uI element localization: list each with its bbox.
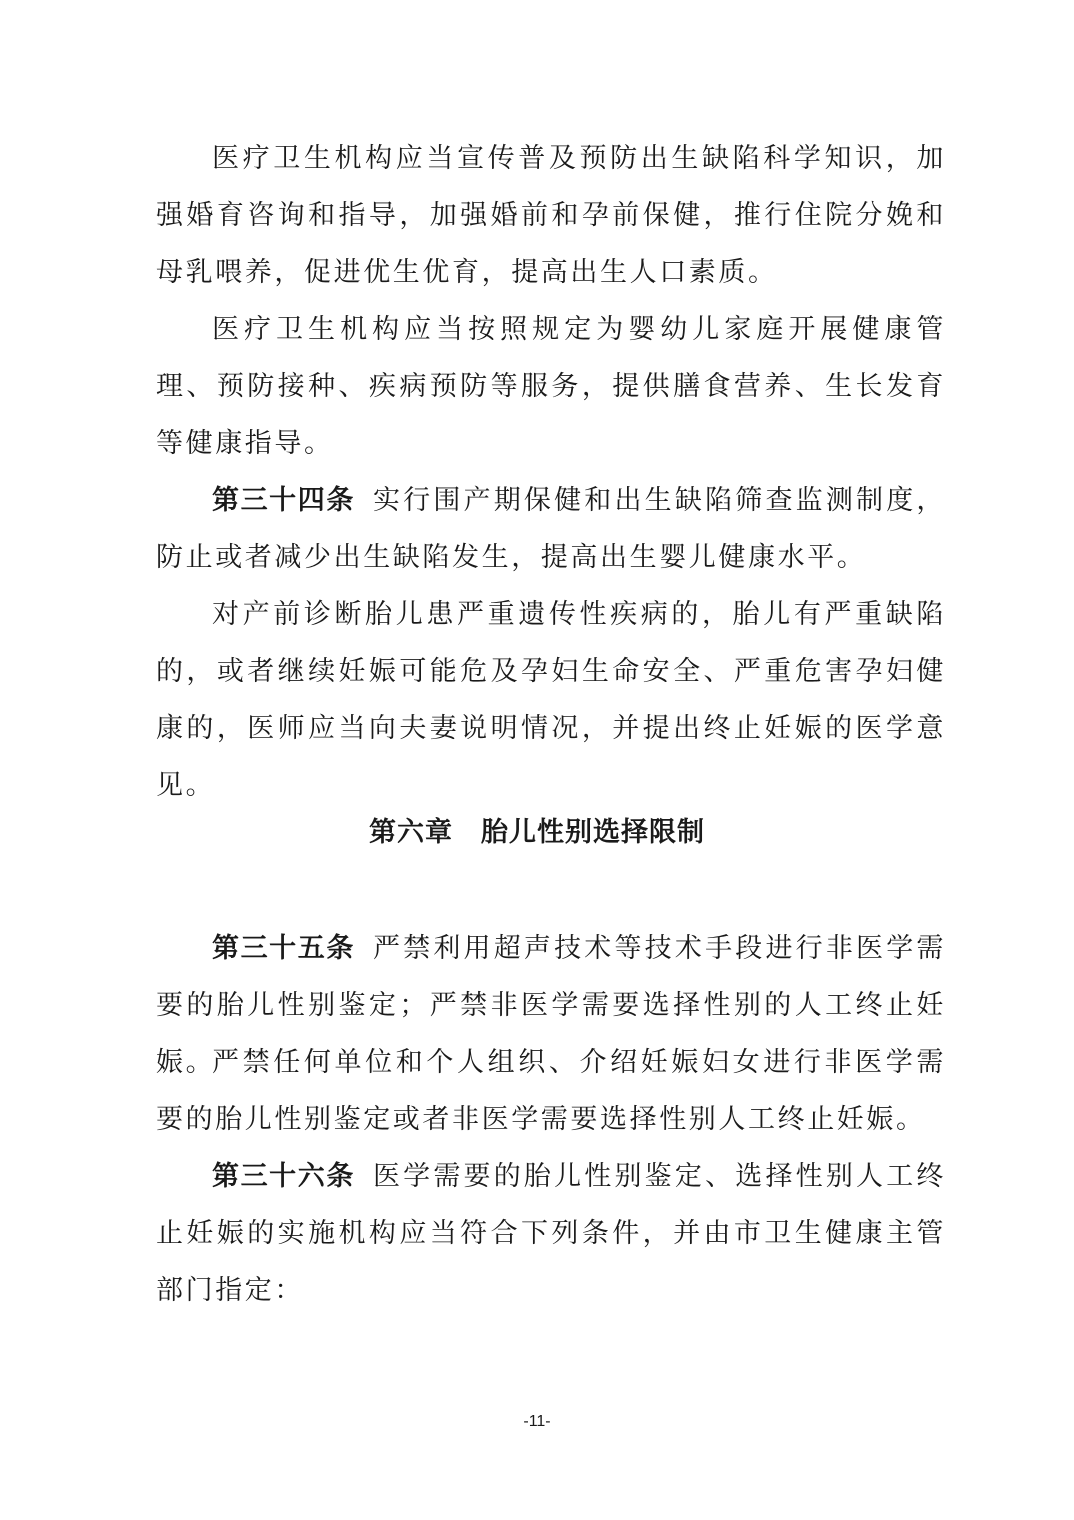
paragraph-text: 医学需要的胎儿性别鉴定、选择性别人工终止妊娠的实施机构应当符合下列条件，并由市卫生健康主管部门指定： — [156, 1161, 947, 1306]
article-36 — [156, 1148, 946, 1319]
article-number: 第三十五条 — [212, 933, 355, 964]
paragraph-text: 医疗卫生机构应当宣传普及预防出生缺陷科学知识，加强婚育咨询和指导，加强婚前和孕前保健，推行住院分娩和母乳喂养，促进优生优育，提高出生人口素质。 — [156, 143, 946, 288]
paragraph-prenatal-diagnosis — [156, 586, 946, 814]
paragraph-sex-selection-ban — [156, 1034, 946, 1148]
chapter-title: 第六章 胎儿性别选择限制 — [369, 817, 705, 848]
paragraph-text: 严禁任何单位和个人组织、介绍妊娠妇女进行非医学需要的胎儿性别鉴定或者非医学需要选择性别人工终止妊娠。 — [156, 1047, 946, 1135]
article-number: 第三十六条 — [212, 1161, 355, 1192]
paragraph-text: 实行围产期保健和出生缺陷筛查监测制度，防止或者减少出生缺陷发生，提高出生婴儿健康水平。 — [156, 485, 947, 573]
page-number: -11- — [523, 1413, 551, 1430]
paragraph-text: 对产前诊断胎儿患严重遗传性疾病的，胎儿有严重缺陷的，或者继续妊娠可能危及孕妇生命安全、严重危害孕妇健康的，医师应当向夫妻说明情况，并提出终止妊娠的医学意见。 — [156, 599, 946, 801]
paragraph-text: 医疗卫生机构应当按照规定为婴幼儿家庭开展健康管理、预防接种、疾病预防等服务，提供膳食营养、生长发育等健康指导。 — [156, 314, 946, 459]
article-number: 第三十四条 — [212, 485, 355, 516]
paragraph-birth-defect-prevention — [156, 130, 946, 301]
article-34 — [156, 472, 946, 586]
paragraph-infant-health-management — [156, 301, 946, 472]
paragraph-text: 严禁利用超声技术等技术手段进行非医学需要的胎儿性别鉴定；严禁非医学需要选择性别的人工终止妊娠。 — [156, 933, 947, 1078]
